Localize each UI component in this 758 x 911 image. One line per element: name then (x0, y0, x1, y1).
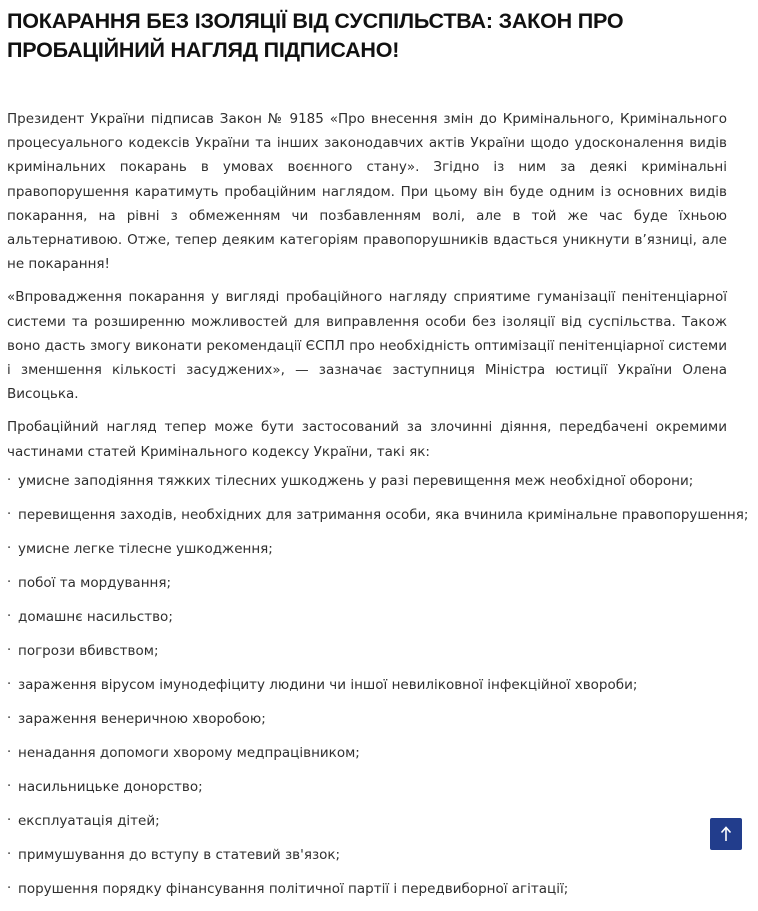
list-item-text: умисне легке тілесне ушкодження; (18, 540, 273, 557)
list-item (7, 775, 727, 799)
article-paragraph-2: «Впровадження покарання у вигляді пробаційного нагляду сприятиме гуманізації пенітенціарної системи та розширенню можливостей для виправлення особи без ізоляції від суспільства. Також воно дасть змогу виконати рекомендації ЄСПЛ про необхідність оптимізації пенітенціарної системи і зменшення кількості засуджених», — зазначає заступниця Міністра юстиції України Олена Висоцька. (7, 289, 727, 403)
list-item (7, 605, 727, 629)
list-item (7, 843, 727, 867)
scroll-to-top-button[interactable] (710, 818, 742, 850)
list-item-text: зараження венеричною хворобою; (18, 710, 266, 727)
list-item (7, 571, 727, 595)
list-item-text: умисне заподіяння тяжких тілесних ушкоджень у разі перевищення меж необхідної оборони; (18, 472, 694, 489)
list-item (7, 639, 727, 663)
arrow-up-icon (720, 826, 732, 842)
list-item-text: домашнє насильство; (18, 608, 173, 625)
list-item-text: примушування до вступу в статевий зв'язок; (18, 846, 341, 863)
list-item-text: побої та мордування; (18, 574, 172, 591)
bullet-icon: · (7, 846, 12, 862)
list-item (7, 741, 727, 765)
list-item (7, 877, 727, 901)
bullet-icon: · (7, 540, 12, 556)
list-item-text: насильницьке донорство; (18, 778, 203, 795)
bullet-icon: · (7, 608, 12, 624)
bullet-icon: · (7, 812, 12, 828)
list-item-text: перевищення заходів, необхідних для затримання особи, яка вчинила кримінальне правопорушення; (18, 506, 749, 523)
bullet-icon: · (7, 676, 12, 692)
list-item (7, 503, 749, 527)
bullet-icon: · (7, 472, 12, 488)
list-item (7, 537, 727, 561)
bullet-icon: · (7, 642, 12, 658)
article (7, 0, 749, 911)
bullet-icon: · (7, 744, 12, 760)
bullet-icon: · (7, 778, 12, 794)
bullet-icon: · (7, 574, 12, 590)
list-item (7, 809, 727, 833)
list-item (7, 707, 727, 731)
list-item-text: порушення порядку фінансування політичної партії і передвиборної агітації; (18, 880, 569, 897)
article-paragraph-1: Президент України підписав Закон № 9185 «Про внесення змін до Кримінального, Кримінального процесуального кодексів України та інших законодавчих актів України щодо удосконалення видів кримінальних покарань в умовах воєнного стану». Згідно із ним за деякі кримінальні правопорушення каратимуть пробаційним наглядом. При цьому він буде одним із основних видів покарання, на рівні з обмеженням чи позбавленням волі, але в той же час буде їхньою альтернативою. Отже, тепер деяким категоріям правопорушників вдасться уникнути в’язниці, але не покарання! (7, 111, 727, 273)
article-paragraph-3: Пробаційний нагляд тепер може бути застосований за злочинні діяння, передбачені окремими частинами статей Кримінального кодексу України, такі як: (7, 419, 727, 460)
offense-list (7, 469, 749, 901)
list-item-text: зараження вірусом імунодефіциту людини чи іншої невиліковної інфекційної хвороби; (18, 676, 638, 693)
bullet-icon: · (7, 506, 12, 522)
list-item (7, 469, 727, 493)
article-title: ПОКАРАННЯ БЕЗ ІЗОЛЯЦІЇ ВІД СУСПІЛЬСТВА: ЗАКОН ПРО ПРОБАЦІЙНИЙ НАГЛЯД ПІДПИСАНО! (7, 9, 624, 62)
list-item-text: експлуатація дітей; (18, 812, 160, 829)
list-item-text: погрози вбивством; (18, 642, 159, 659)
bullet-icon: · (7, 710, 12, 726)
bullet-icon: · (7, 880, 12, 896)
list-item-text: ненадання допомоги хворому медпрацівником; (18, 744, 360, 761)
list-item (7, 673, 727, 697)
